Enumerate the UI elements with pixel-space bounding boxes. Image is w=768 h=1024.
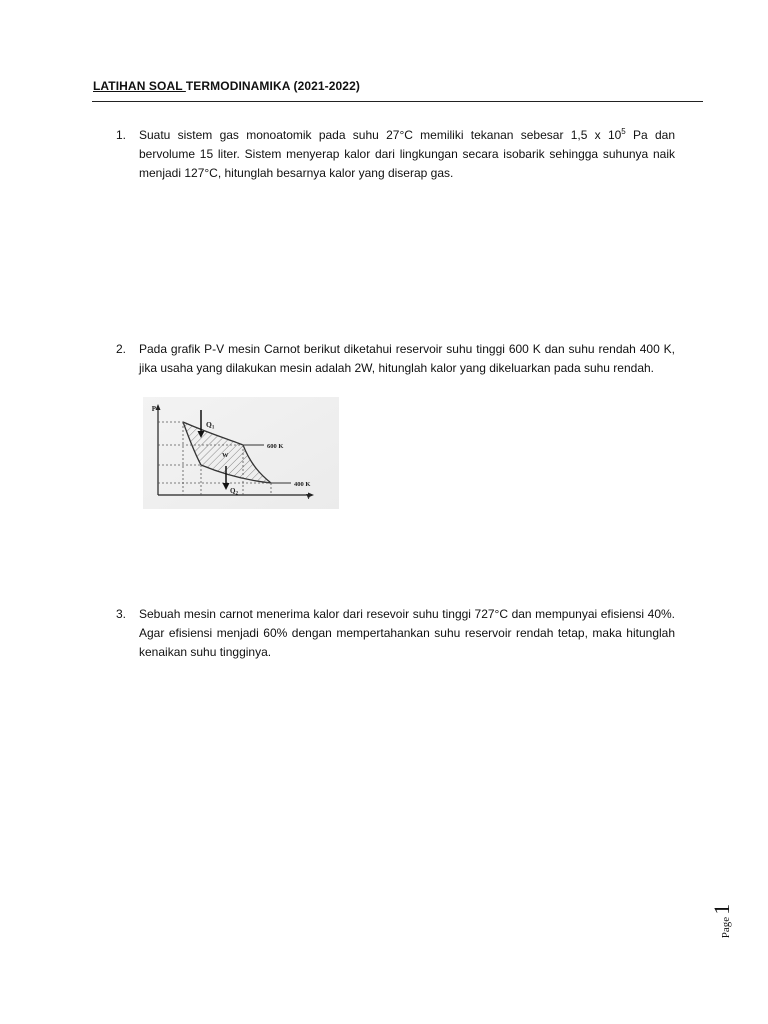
- question-text-part: Pa dan bervolume 15 liter. Sistem menyerap kalor dari lingkungan secara isobarik sehingga suhunya naik menjadi 127°C, hitunglah besarnya kalor yang diserap gas.: [139, 128, 675, 180]
- work-label: W: [222, 452, 229, 459]
- question-text-part: Suatu sistem gas monoatomik pada suhu 27°C memiliki tekanan sebesar 1,5 x 10: [139, 128, 622, 142]
- high-temp-label: 600 K: [267, 443, 284, 450]
- question-text: [139, 126, 675, 183]
- document-title: [93, 79, 360, 93]
- exponent: 5: [621, 127, 626, 136]
- question-number: 1.: [116, 128, 127, 142]
- heat-in-label: $Q_1$: [206, 420, 215, 431]
- question-text: Sebuah mesin carnot menerima kalor dari resevoir suhu tinggi 727°C dan mempunyai efisiensi 40%. Agar efisiensi menjadi 60% dengan mempertahankan suhu reservoir rendah tetap, maka hitunglah kenaikan suhu tingginya.: [139, 607, 675, 659]
- question-1: [116, 126, 675, 183]
- low-temp-label: 400 K: [294, 481, 311, 488]
- question-2: [116, 340, 675, 378]
- carnot-pv-graph: [143, 397, 339, 509]
- v-axis-label: V: [306, 493, 312, 501]
- p-axis-label: P: [151, 405, 156, 413]
- header-rule: [92, 101, 703, 102]
- page-word: Page: [720, 916, 732, 939]
- question-number: 3.: [116, 607, 127, 621]
- question-text: Pada grafik P-V mesin Carnot berikut diketahui reservoir suhu tinggi 600 K dan suhu rendah 400 K, jika usaha yang dilakukan mesin adalah 2W, hitunglah kalor yang dikeluarkan pada suhu rendah.: [139, 342, 675, 375]
- question-number: 2.: [116, 342, 127, 356]
- title-underlined: LATIHAN SOAL: [93, 79, 186, 93]
- heat-out-label: $Q_2$: [230, 487, 238, 497]
- page-number-footer: [702, 898, 742, 944]
- title-rest: TERMODINAMIKA (2021-2022): [185, 79, 360, 93]
- question-3: [116, 605, 675, 662]
- page-number: 1: [709, 903, 734, 915]
